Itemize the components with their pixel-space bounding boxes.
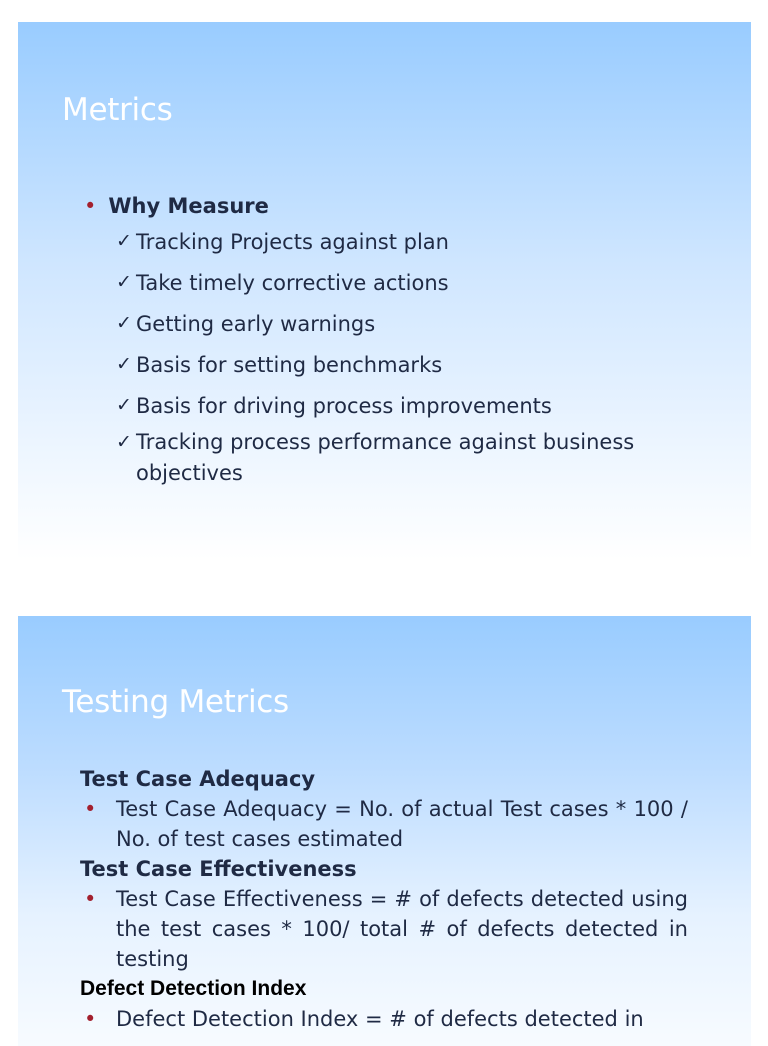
checkmark-icon: ✓ bbox=[116, 312, 132, 334]
bullet-icon: • bbox=[84, 1007, 97, 1031]
checkmark-icon: ✓ bbox=[116, 394, 132, 416]
slide-title: Testing Metrics bbox=[62, 684, 289, 720]
check-item-text: Getting early warnings bbox=[136, 312, 376, 336]
checkmark-icon: ✓ bbox=[116, 230, 132, 252]
section-bullet-text: Defect Detection Index = # of defects detected in bbox=[116, 1007, 644, 1031]
section-bullet bbox=[80, 794, 688, 854]
slide-testing-metrics bbox=[18, 616, 751, 1046]
check-item bbox=[116, 312, 656, 353]
section-bullet bbox=[80, 884, 688, 974]
check-item bbox=[116, 353, 656, 394]
section-bullet-text: Test Case Adequacy = No. of actual Test cases * 100 / No. of test cases estimated bbox=[116, 797, 688, 851]
bullet-icon: • bbox=[84, 194, 97, 218]
slide-metrics bbox=[18, 22, 751, 560]
check-item-text: Tracking process performance against business objectives bbox=[136, 430, 635, 485]
check-item-text: Tracking Projects against plan bbox=[136, 230, 449, 254]
checkmark-icon: ✓ bbox=[116, 271, 132, 293]
slide-title: Metrics bbox=[62, 92, 173, 128]
check-item bbox=[116, 271, 656, 312]
checkmark-icon: ✓ bbox=[116, 431, 132, 453]
check-item bbox=[116, 394, 656, 427]
check-item-text: Basis for driving process improvements bbox=[136, 394, 552, 418]
check-item bbox=[116, 427, 656, 489]
section-heading: Test Case Adequacy bbox=[80, 767, 316, 791]
bullet-heading-text: Why Measure bbox=[108, 194, 269, 218]
section-heading: Test Case Effectiveness bbox=[80, 857, 357, 881]
testing-metrics-body bbox=[80, 764, 688, 1034]
section-heading: Defect Detection Index bbox=[80, 977, 307, 1000]
bullet-icon: • bbox=[84, 887, 97, 911]
bullet-heading bbox=[84, 194, 269, 218]
check-item bbox=[116, 230, 656, 271]
check-list bbox=[116, 230, 656, 489]
section-bullet bbox=[80, 1004, 688, 1034]
bullet-icon: • bbox=[84, 797, 97, 821]
check-item-text: Basis for setting benchmarks bbox=[136, 353, 443, 377]
section-bullet-text: Test Case Effectiveness = # of defects detected using the test cases * 100/ total # of defects detected in testing bbox=[116, 887, 688, 971]
check-item-text: Take timely corrective actions bbox=[136, 271, 449, 295]
checkmark-icon: ✓ bbox=[116, 353, 132, 375]
